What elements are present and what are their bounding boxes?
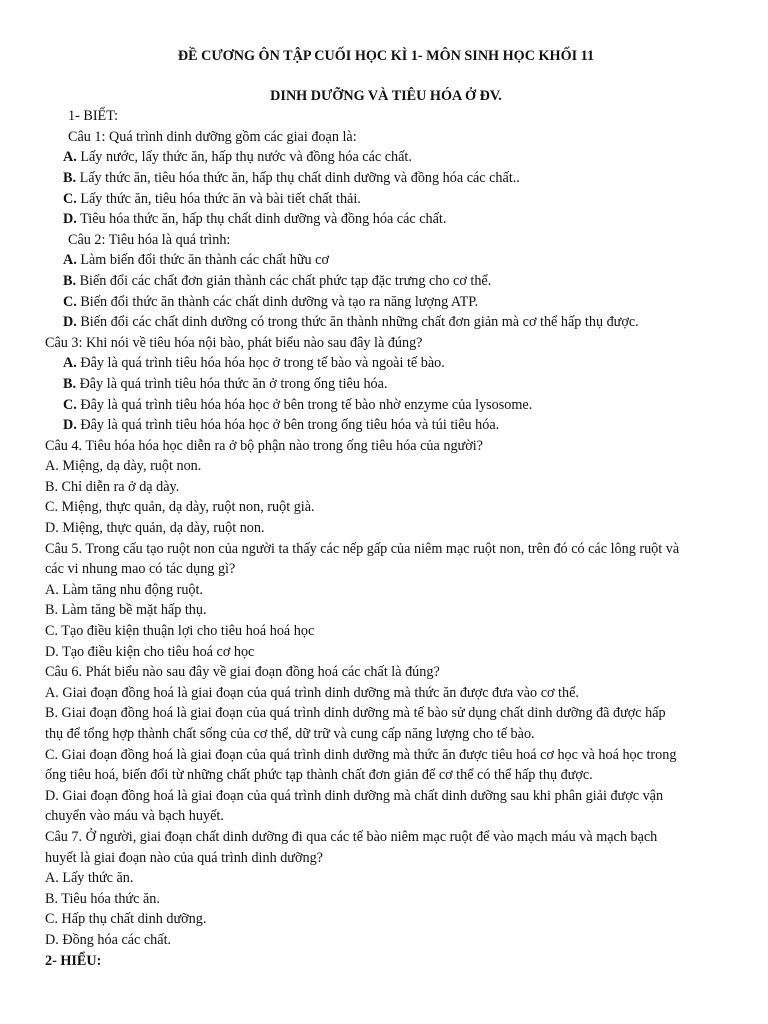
question-7-stem-line-1: Câu 7. Ở người, giai đoạn chất dinh dưỡng đi qua các tế bào niêm mạc ruột để vào mạch máu và mạch bạch xyxy=(45,828,658,845)
option-text: Đây là quá trình tiêu hóa hóa học ở trong tế bào và ngoài tế bào. xyxy=(76,355,445,372)
section-heading-hieu: 2- HIỂU: xyxy=(45,952,102,969)
question-3-stem: Câu 3: Khi nói về tiêu hóa nội bào, phát biểu nào sau đây là đúng? xyxy=(45,334,423,351)
question-6-option-a: A. Giai đoạn đồng hoá là giai đoạn của quá trình dinh dưỡng mà thức ăn được đưa vào cơ thể. xyxy=(45,684,579,701)
question-5-option-a: A. Làm tăng nhu động ruột. xyxy=(45,581,204,598)
option-text: Lấy thức ăn, tiêu hóa thức ăn và bài tiết chất thải. xyxy=(76,190,361,207)
question-6-option-d-line-1: D. Giai đoạn đồng hoá là giai đoạn của quá trình dinh dưỡng mà chất dinh dưỡng sau khi phân giải được vận xyxy=(45,787,664,804)
question-1-option-c xyxy=(45,189,727,210)
question-7-stem-line-2: huyết là giai đoạn nào của quá trình dinh dưỡng? xyxy=(45,849,323,866)
question-1-stem: Câu 1: Quá trình dinh dưỡng gồm các giai đoạn là: xyxy=(68,128,357,145)
question-4-option-c: C. Miệng, thực quản, dạ dày, ruột non, ruột già. xyxy=(45,499,315,516)
question-3-option-d xyxy=(45,415,727,436)
question-5-stem-line-2: các vi nhung mao có tác dụng gì? xyxy=(45,561,236,578)
question-1-option-b xyxy=(45,168,727,189)
option-label: B. xyxy=(63,272,77,289)
option-text: Đây là quá trình tiêu hóa hóa học ở bên trong tế bào nhờ enzyme của lysosome. xyxy=(76,396,533,413)
question-5-option-c: C. Tạo điều kiện thuận lợi cho tiêu hoá hoá học xyxy=(45,623,315,640)
document-title: ĐỀ CƯƠNG ÔN TẬP CUỐI HỌC KÌ 1- MÔN SINH HỌC KHỐI 11 xyxy=(177,48,595,64)
question-7-option-b: B. Tiêu hóa thức ăn. xyxy=(45,890,160,907)
question-4-stem: Câu 4. Tiêu hóa hóa học diễn ra ở bộ phận nào trong ống tiêu hóa của người? xyxy=(45,437,483,454)
document-subtitle: DINH DƯỠNG VÀ TIÊU HÓA Ở ĐV. xyxy=(270,87,502,104)
question-3-option-c xyxy=(45,395,727,416)
option-label: D. xyxy=(63,211,77,228)
question-2-option-c xyxy=(45,292,727,313)
question-2-stem: Câu 2: Tiêu hóa là quá trình: xyxy=(68,231,231,248)
option-label: D. xyxy=(63,417,77,434)
option-text: Làm biến đổi thức ăn thành các chất hữu cơ xyxy=(76,252,329,269)
option-label: A. xyxy=(63,355,77,372)
question-6-stem: Câu 6. Phát biểu nào sau đây về giai đoạn đồng hoá các chất là đúng? xyxy=(45,664,440,681)
option-text: Biến đổi các chất đơn giản thành các chất phức tạp đặc trưng cho cơ thể. xyxy=(76,272,492,289)
question-4-option-a: A. Miệng, dạ dày, ruột non. xyxy=(45,458,202,475)
option-label: C. xyxy=(63,396,77,413)
option-text: Lấy thức ăn, tiêu hóa thức ăn, hấp thụ chất dinh dưỡng và đồng hóa các chất.. xyxy=(76,169,520,186)
option-label: B. xyxy=(63,375,77,392)
question-2-option-a xyxy=(45,250,727,271)
question-5-option-b: B. Làm tăng bề mặt hấp thụ. xyxy=(45,602,207,619)
option-label: B. xyxy=(63,169,77,186)
option-text: Biến đổi các chất dinh dưỡng có trong thức ăn thành những chất đơn giản mà cơ thể hấp thụ được. xyxy=(76,314,639,331)
option-label: A. xyxy=(63,252,77,269)
option-text: Đây là quá trình tiêu hóa thức ăn ở trong ống tiêu hóa. xyxy=(76,375,388,392)
document-page xyxy=(45,46,727,971)
question-1-option-a xyxy=(45,147,727,168)
section-heading-biet: 1- BIẾT: xyxy=(68,108,119,125)
option-text: Tiêu hóa thức ăn, hấp thụ chất dinh dưỡng và đồng hóa các chất. xyxy=(76,211,447,228)
question-2-option-b xyxy=(45,271,727,292)
question-5-option-d: D. Tạo điều kiện cho tiêu hoá cơ học xyxy=(45,643,255,660)
question-7-option-d: D. Đồng hóa các chất. xyxy=(45,931,172,948)
question-6-option-c-line-1: C. Giai đoạn đồng hoá là giai đoạn của quá trình dinh dưỡng mà thức ăn được tiêu hoá cơ học và hoá học trong xyxy=(45,746,677,763)
question-7-option-a: A. Lấy thức ăn. xyxy=(45,870,134,887)
option-text: Biến đổi thức ăn thành các chất dinh dưỡng và tạo ra năng lượng ATP. xyxy=(76,293,479,310)
question-6-option-b-line-1: B. Giai đoạn đồng hoá là giai đoạn của quá trình dinh dưỡng mà tế bào sử dụng chất dinh dưỡng đã được hấp xyxy=(45,705,666,722)
option-label: D. xyxy=(63,314,77,331)
question-6-option-d-line-2: chuyển vào máu và bạch huyết. xyxy=(45,808,224,825)
question-6-option-c-line-2: ống tiêu hoá, biến đổi từ những chất phức tạp thành chất đơn giản để cơ thể có thể hấp thụ được. xyxy=(45,767,593,784)
option-label: C. xyxy=(63,293,77,310)
question-1-option-d xyxy=(45,209,727,230)
question-5-stem-line-1: Câu 5. Trong cấu tạo ruột non của người ta thấy các nếp gấp của niêm mạc ruột non, trên đó có các lông ruột và xyxy=(45,540,680,557)
option-text: Đây là quá trình tiêu hóa hóa học ở bên trong ống tiêu hóa và túi tiêu hóa. xyxy=(76,417,500,434)
option-label: A. xyxy=(63,149,77,166)
question-3-option-a xyxy=(45,353,727,374)
option-label: C. xyxy=(63,190,77,207)
question-6-option-b-line-2: thụ để tổng hợp thành chất sống của cơ thể, dữ trữ và cung cấp năng lượng cho tế bào. xyxy=(45,726,535,742)
question-7-option-c: C. Hấp thụ chất dinh dưỡng. xyxy=(45,911,207,928)
question-3-option-b xyxy=(45,374,727,395)
question-4-option-d: D. Miệng, thực quản, dạ dày, ruột non. xyxy=(45,520,265,537)
question-2-option-d xyxy=(45,312,727,333)
question-4-option-b: B. Chỉ diễn ra ở dạ dày. xyxy=(45,478,180,495)
option-text: Lấy nước, lấy thức ăn, hấp thụ nước và đồng hóa các chất. xyxy=(76,149,412,166)
